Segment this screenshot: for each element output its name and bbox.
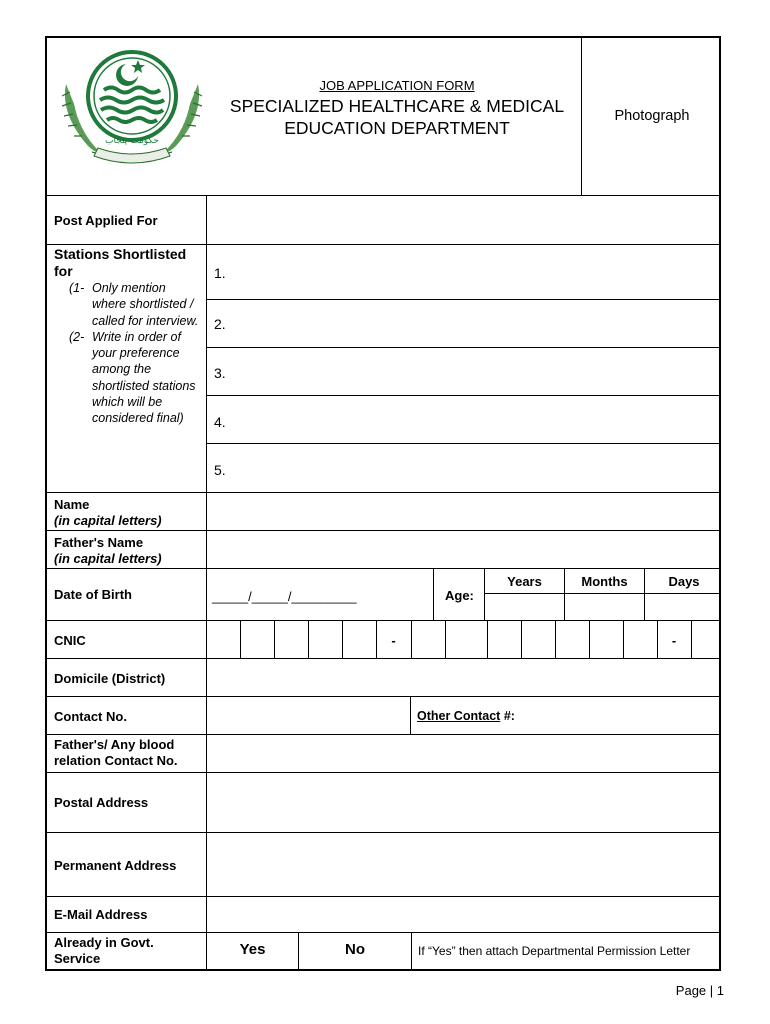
email-field[interactable]	[207, 897, 721, 932]
age-years-field[interactable]	[485, 594, 564, 620]
station-field-3[interactable]: 3.	[214, 365, 226, 381]
application-form	[45, 36, 721, 971]
age-label: Age:	[445, 588, 474, 603]
email-label: E-Mail Address	[54, 907, 148, 922]
station-field-1[interactable]: 1.	[214, 265, 226, 281]
station-field-5[interactable]: 5.	[214, 462, 226, 478]
age-years-label: Years	[507, 574, 542, 589]
punjab-govt-logo	[52, 44, 212, 168]
age-months-field[interactable]	[565, 594, 644, 620]
cnic-label: CNIC	[54, 633, 86, 648]
cnic-field[interactable]	[207, 621, 721, 658]
photograph-box[interactable]: Photograph	[614, 108, 690, 124]
contact-field[interactable]	[207, 697, 409, 734]
dob-label: Date of Birth	[54, 587, 132, 602]
permanent-address-label: Permanent Address	[54, 858, 177, 873]
name-field[interactable]	[207, 493, 721, 530]
post-applied-label: Post Applied For	[54, 213, 158, 228]
post-applied-field[interactable]	[207, 196, 721, 244]
postal-address-field[interactable]	[207, 773, 721, 832]
contact-label: Contact No.	[54, 709, 127, 724]
govt-service-note: If “Yes” then attach Departmental Permission Letter	[418, 944, 691, 958]
other-contact-label: Other Contact #:	[417, 709, 515, 723]
cnic-dash-1: -	[391, 633, 396, 648]
govt-service-no-option[interactable]: No	[345, 941, 365, 958]
page-number: Page | 1	[675, 983, 724, 998]
dob-field[interactable]: _____/_____/_________	[212, 589, 357, 604]
logo-urdu-text: حکومت پنجاب	[105, 136, 159, 146]
form-type-label: JOB APPLICATION FORM	[319, 78, 475, 93]
age-days-label: Days	[668, 574, 700, 589]
stations-label: Stations Shortlisted for	[54, 246, 187, 279]
cnic-dash-2: -	[671, 633, 677, 648]
station-field-2[interactable]: 2.	[214, 316, 226, 332]
stations-instructions: (1- Only mention where shortlisted / called for interview. (2- Write in order of your preference among the shortlisted stations which will be considered final)	[69, 281, 199, 426]
govt-service-label: Already in Govt. Service	[54, 935, 154, 966]
name-label: Name (in capital letters)	[54, 497, 162, 528]
relation-contact-field[interactable]	[207, 735, 721, 772]
relation-contact-label: Father's/ Any blood relation Contact No.	[54, 737, 178, 768]
father-name-label: Father's Name (in capital letters)	[54, 535, 162, 566]
permanent-address-field[interactable]	[207, 833, 721, 896]
station-field-4[interactable]: 4.	[214, 414, 226, 430]
age-days-field[interactable]	[645, 594, 721, 620]
domicile-label: Domicile (District)	[54, 671, 166, 686]
department-title: SPECIALIZED HEALTHCARE & MEDICAL EDUCATION DEPARTMENT	[229, 96, 565, 138]
domicile-field[interactable]	[207, 659, 721, 696]
govt-service-yes-option[interactable]: Yes	[239, 941, 266, 958]
father-name-field[interactable]	[207, 531, 721, 568]
age-months-label: Months	[581, 574, 628, 589]
postal-address-label: Postal Address	[54, 795, 149, 810]
